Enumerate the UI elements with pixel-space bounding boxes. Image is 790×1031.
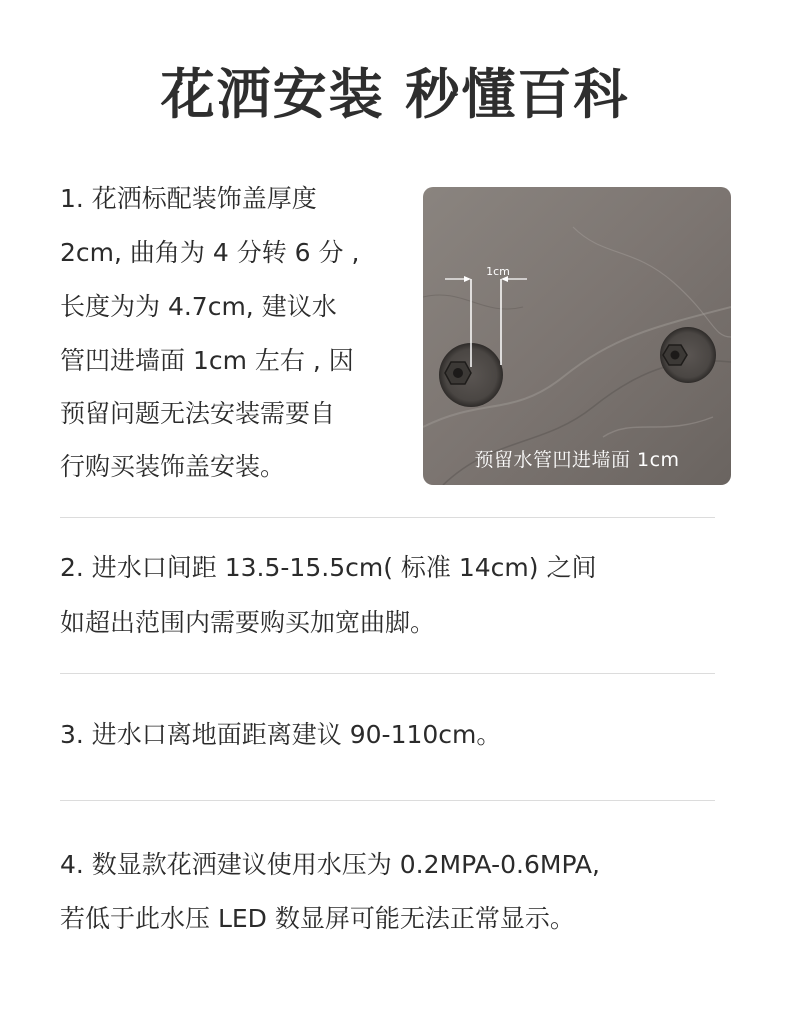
divider [60,673,715,674]
dimension-label: 1cm [486,265,510,278]
marble-wall-illustration [423,187,731,485]
page-title: 花洒安装 秒懂百科 [160,63,630,126]
wall-pipe-photo [423,187,731,485]
section-2-line: 2. 进水口间距 13.5-15.5cm( 标准 14cm) 之间 [60,553,597,582]
section-1-line: 1. 花洒标配装饰盖厚度 [60,184,317,213]
divider [60,517,715,518]
section-1-line: 长度为为 4.7cm, 建议水 [60,292,337,321]
section-4-line: 4. 数显款花洒建议使用水压为 0.2MPA-0.6MPA, [60,850,600,879]
section-4-line: 若低于此水压 LED 数显屏可能无法正常显示。 [60,904,575,933]
section-3-line: 3. 进水口离地面距离建议 90-110cm。 [60,720,502,749]
section-1-line: 预留问题无法安装需要自 [60,399,336,428]
photo-caption: 预留水管凹进墙面 1cm [474,449,680,471]
divider [60,800,715,801]
section-1-line: 2cm, 曲角为 4 分转 6 分 , [60,238,360,267]
section-2-line: 如超出范围内需要购买加宽曲脚。 [60,608,436,637]
section-1-line: 行购买装饰盖安装。 [60,452,286,481]
section-1-line: 管凹进墙面 1cm 左右 , 因 [60,346,354,375]
